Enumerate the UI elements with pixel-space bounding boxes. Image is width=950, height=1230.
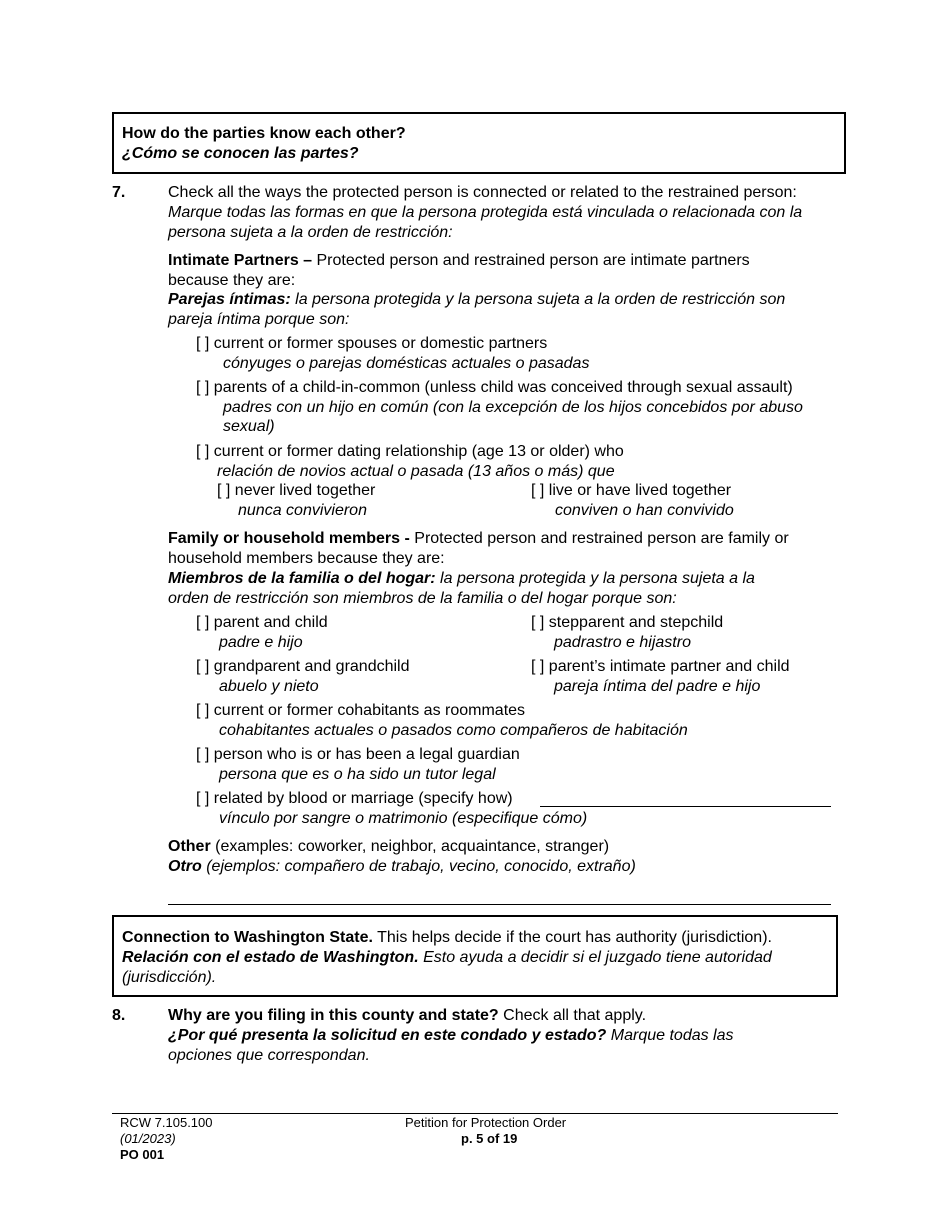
checkbox-never-lived-together[interactable]: [ ] never lived together bbox=[217, 482, 376, 499]
washington-section-heading: Connection to Washington State. bbox=[122, 929, 373, 946]
checkbox-legal-guardian-label: person who is or has been a legal guardian bbox=[213, 746, 520, 763]
checkbox-never-lived-together-label-es: nunca convivieron bbox=[238, 502, 367, 519]
checkbox-blood-marriage[interactable]: [ ] related by blood or marriage (specify how) bbox=[196, 790, 513, 807]
washington-section-line-1 bbox=[122, 928, 772, 948]
intimate-partners-intro-es bbox=[168, 290, 785, 310]
intimate-partners-heading-es: Parejas íntimas: bbox=[168, 291, 291, 308]
footer-title: Petition for Protection Order bbox=[405, 1115, 567, 1130]
family-members-text-es-1: la persona protegida y la persona sujeta a la bbox=[435, 570, 755, 587]
intimate-partners-text-2: because they are: bbox=[168, 272, 296, 289]
checkbox-parent-partner[interactable]: [ ] parent’s intimate partner and child bbox=[531, 658, 790, 675]
footer-rcw: RCW 7.105.100 bbox=[120, 1115, 213, 1130]
parties-section-title-es: ¿Cómo se conocen las partes? bbox=[122, 145, 359, 162]
question-7-text: Check all the ways the protected person is connected or related to the restrained person: bbox=[168, 184, 797, 201]
checkbox-parent-partner-label-es: pareja íntima del padre e hijo bbox=[554, 678, 761, 695]
washington-section-text-es-1: Esto ayuda a decidir si el juzgado tiene autoridad bbox=[418, 949, 772, 966]
family-members-heading: Family or household members - bbox=[168, 530, 410, 547]
other-intro-es bbox=[168, 857, 636, 877]
question-7-text-es-1: Marque todas las formas en que la persona protegida está vinculada o relacionada con la bbox=[168, 204, 803, 221]
checkbox-cohabitants[interactable]: [ ] current or former cohabitants as roommates bbox=[196, 702, 526, 719]
checkbox-dating-label: current or former dating relationship (age 13 or older) who bbox=[213, 443, 624, 460]
checkbox-parent-child-label: parent and child bbox=[213, 614, 328, 631]
checkbox-lived-together[interactable]: [ ] live or have lived together bbox=[531, 482, 732, 499]
checkbox-dating[interactable]: [ ] current or former dating relationship (age 13 or older) who bbox=[196, 443, 624, 460]
washington-section-heading-es: Relación con el estado de Washington. bbox=[122, 949, 419, 966]
question-8-heading: Why are you filing in this county and state? bbox=[168, 1007, 499, 1024]
checkbox-cohabitants-label: current or former cohabitants as roommates bbox=[213, 702, 526, 719]
family-members-heading-es: Miembros de la familia o del hogar: bbox=[168, 570, 436, 587]
washington-section-text-es-2: (jurisdicción). bbox=[122, 969, 217, 986]
family-members-text-1: Protected person and restrained person are family or bbox=[409, 530, 789, 547]
question-7-text-es-2: persona sujeta a la orden de restricción: bbox=[168, 224, 453, 241]
intimate-partners-text-es-2: pareja íntima porque son: bbox=[168, 311, 350, 328]
question-8-text-es-2: opciones que correspondan. bbox=[168, 1047, 370, 1064]
checkbox-lived-together-label-es: conviven o han convivido bbox=[555, 502, 734, 519]
other-input-line[interactable] bbox=[168, 904, 831, 905]
washington-section-text: This helps decide if the court has authority (jurisdiction). bbox=[372, 929, 772, 946]
other-text: (examples: coworker, neighbor, acquaintance, stranger) bbox=[210, 838, 610, 855]
other-intro bbox=[168, 837, 609, 857]
checkbox-stepparent-label: stepparent and stepchild bbox=[548, 614, 724, 631]
checkbox-never-lived-together-label: never lived together bbox=[234, 482, 376, 499]
other-heading-es: Otro bbox=[168, 858, 202, 875]
specify-how-input-line[interactable] bbox=[540, 806, 831, 807]
intimate-partners-heading: Intimate Partners – bbox=[168, 252, 313, 269]
family-members-text-2: household members because they are: bbox=[168, 550, 445, 567]
checkbox-spouses-label: current or former spouses or domestic partners bbox=[213, 335, 548, 352]
family-members-intro bbox=[168, 529, 789, 549]
footer-date: (01/2023) bbox=[120, 1131, 176, 1146]
checkbox-child-in-common[interactable]: [ ] parents of a child-in-common (unless child was conceived through sexual assault) bbox=[196, 379, 793, 396]
checkbox-stepparent[interactable]: [ ] stepparent and stepchild bbox=[531, 614, 724, 631]
checkbox-dating-label-es: relación de novios actual o pasada (13 años o más) que bbox=[217, 463, 615, 480]
footer-divider bbox=[112, 1113, 838, 1114]
checkbox-parent-child[interactable]: [ ] parent and child bbox=[196, 614, 328, 631]
checkbox-spouses[interactable]: [ ] current or former spouses or domestic partners bbox=[196, 335, 548, 352]
footer-page-number: p. 5 of 19 bbox=[461, 1131, 518, 1146]
checkbox-legal-guardian[interactable]: [ ] person who is or has been a legal guardian bbox=[196, 746, 520, 763]
parties-section-title: How do the parties know each other? bbox=[122, 125, 406, 142]
question-8-number: 8. bbox=[112, 1007, 126, 1024]
checkbox-blood-marriage-label: related by blood or marriage (specify how) bbox=[213, 790, 513, 807]
checkbox-blood-marriage-label-es: vínculo por sangre o matrimonio (especifique cómo) bbox=[219, 810, 588, 827]
other-text-es: (ejemplos: compañero de trabajo, vecino, conocido, extraño) bbox=[201, 858, 636, 875]
question-8-heading-es: ¿Por qué presenta la solicitud en este condado y estado? bbox=[168, 1027, 607, 1044]
washington-section-line-2 bbox=[122, 948, 772, 968]
intimate-partners-intro bbox=[168, 251, 750, 271]
family-members-text-es-2: orden de restricción son miembros de la familia o del hogar porque son: bbox=[168, 590, 677, 607]
question-8-line-1 bbox=[168, 1006, 646, 1026]
intimate-partners-text-1: Protected person and restrained person are intimate partners bbox=[312, 252, 750, 269]
washington-section-box bbox=[112, 915, 838, 997]
checkbox-parent-child-label-es: padre e hijo bbox=[219, 634, 303, 651]
question-7-number: 7. bbox=[112, 184, 126, 201]
checkbox-grandparent[interactable]: [ ] grandparent and grandchild bbox=[196, 658, 410, 675]
checkbox-stepparent-label-es: padrastro e hijastro bbox=[554, 634, 691, 651]
checkbox-cohabitants-label-es: cohabitantes actuales o pasados como compañeros de habitación bbox=[219, 722, 688, 739]
question-8-text: Check all that apply. bbox=[498, 1007, 647, 1024]
question-8-line-2 bbox=[168, 1026, 734, 1046]
checkbox-parent-partner-label: parent’s intimate partner and child bbox=[548, 658, 790, 675]
family-members-intro-es bbox=[168, 569, 755, 589]
checkbox-lived-together-label: live or have lived together bbox=[548, 482, 732, 499]
checkbox-child-in-common-label: parents of a child-in-common (unless child was conceived through sexual assault) bbox=[213, 379, 793, 396]
checkbox-child-in-common-label-es-1: padres con un hijo en común (con la excepción de los hijos concebidos por abuso bbox=[223, 399, 803, 416]
footer-form-number: PO 001 bbox=[120, 1147, 165, 1162]
other-heading: Other bbox=[168, 838, 211, 855]
question-8-text-es-1: Marque todas las bbox=[606, 1027, 734, 1044]
checkbox-legal-guardian-label-es: persona que es o ha sido un tutor legal bbox=[219, 766, 496, 783]
checkbox-child-in-common-label-es-2: sexual) bbox=[223, 418, 275, 435]
checkbox-spouses-label-es: cónyuges o parejas domésticas actuales o pasadas bbox=[223, 355, 590, 372]
checkbox-grandparent-label-es: abuelo y nieto bbox=[219, 678, 319, 695]
checkbox-grandparent-label: grandparent and grandchild bbox=[213, 658, 410, 675]
parties-section-box bbox=[112, 112, 846, 174]
intimate-partners-text-es-1: la persona protegida y la persona sujeta a la orden de restricción son bbox=[290, 291, 786, 308]
